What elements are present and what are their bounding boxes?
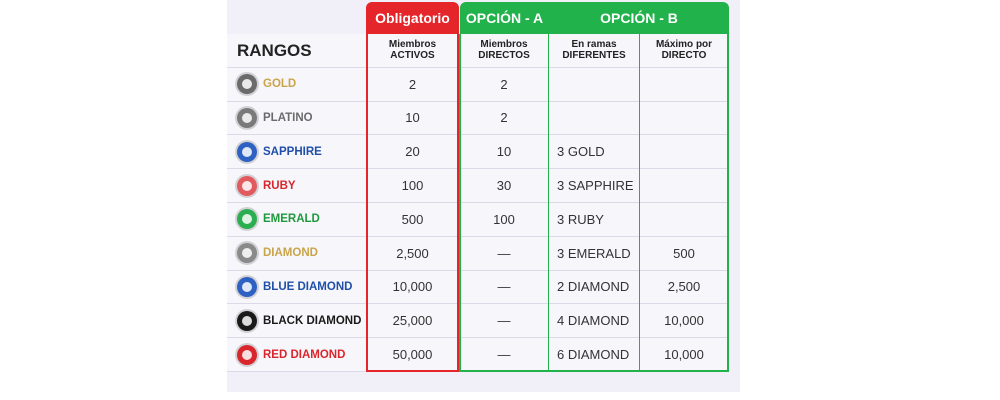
active-members-cell: 500 bbox=[401, 211, 424, 227]
direct-members-cell: — bbox=[497, 245, 511, 261]
required-header: Obligatorio bbox=[366, 2, 459, 34]
max-direct-cell bbox=[639, 203, 729, 236]
rank-cell bbox=[227, 169, 366, 202]
direct-members-cell: — bbox=[497, 347, 511, 363]
max-direct-cell: 2,500 bbox=[667, 279, 701, 295]
branches-cell: 6 DIAMOND bbox=[557, 347, 630, 363]
max-direct-cell: 10,000 bbox=[664, 313, 704, 329]
table-row bbox=[227, 102, 729, 136]
rank-cell bbox=[227, 338, 366, 371]
branches-cell: 3 SAPPHIRE bbox=[557, 178, 634, 194]
rank-column-header: RANGOS bbox=[237, 40, 312, 60]
table-row bbox=[227, 68, 729, 102]
rank-cell bbox=[227, 203, 366, 236]
rank-badge-icon bbox=[237, 74, 257, 94]
rank-cell bbox=[227, 271, 366, 304]
active-members-cell: 2 bbox=[408, 76, 417, 92]
direct-members-cell: — bbox=[497, 313, 511, 329]
table-header-row bbox=[227, 34, 729, 68]
rank-cell bbox=[227, 68, 366, 101]
max-direct-cell bbox=[639, 68, 729, 101]
active-members-cell: 50,000 bbox=[392, 347, 433, 363]
rank-badge-icon bbox=[237, 209, 257, 229]
branches-header: En ramas DIFERENTES bbox=[562, 39, 626, 62]
active-members-cell: 25,000 bbox=[392, 313, 433, 329]
branches-cell: 4 DIAMOND bbox=[557, 313, 630, 329]
option-b-header: OPCIÓN - B bbox=[549, 2, 729, 34]
rank-badge-icon bbox=[237, 108, 257, 128]
rank-name: SAPPHIRE bbox=[263, 145, 322, 158]
active-members-header: Miembros ACTIVOS bbox=[388, 39, 437, 62]
rank-name: EMERALD bbox=[263, 213, 320, 226]
option-a-header: OPCIÓN - A bbox=[460, 2, 549, 34]
active-members-cell: 100 bbox=[401, 178, 424, 194]
max-direct-cell bbox=[639, 169, 729, 202]
branches-cell: 3 EMERALD bbox=[557, 245, 631, 261]
rank-name: PLATINO bbox=[263, 111, 313, 124]
max-direct-cell: 500 bbox=[673, 245, 695, 261]
direct-members-cell: — bbox=[497, 279, 511, 295]
rank-name: GOLD bbox=[263, 78, 297, 91]
divider bbox=[548, 34, 549, 372]
divider bbox=[639, 34, 640, 372]
rank-cell bbox=[227, 304, 366, 337]
active-members-cell: 10 bbox=[405, 110, 420, 126]
branches-cell: 2 DIAMOND bbox=[557, 279, 630, 295]
max-direct-cell: 10,000 bbox=[664, 347, 704, 363]
active-members-cell: 20 bbox=[405, 144, 420, 160]
branches-cell: 3 GOLD bbox=[557, 144, 605, 160]
table-row bbox=[227, 271, 729, 305]
rank-name: RUBY bbox=[263, 179, 296, 192]
table-row bbox=[227, 135, 729, 169]
branches-cell bbox=[549, 68, 639, 101]
max-direct-cell bbox=[639, 135, 729, 168]
rank-badge-icon bbox=[237, 345, 257, 365]
ranks-table bbox=[227, 34, 729, 372]
rank-badge-icon bbox=[237, 311, 257, 331]
max-direct-cell bbox=[639, 102, 729, 135]
max-direct-header: Máximo por DIRECTO bbox=[655, 39, 713, 62]
direct-members-cell: 30 bbox=[496, 178, 512, 194]
rank-cell bbox=[227, 237, 366, 270]
branches-cell bbox=[549, 102, 639, 135]
active-members-cell: 10,000 bbox=[392, 279, 433, 295]
rank-name: BLACK DIAMOND bbox=[263, 314, 362, 327]
table-row bbox=[227, 203, 729, 237]
branches-cell: 3 RUBY bbox=[557, 211, 604, 227]
rank-badge-icon bbox=[237, 243, 257, 263]
table-row bbox=[227, 338, 729, 372]
rank-cell bbox=[227, 135, 366, 168]
direct-members-cell: 2 bbox=[500, 76, 508, 92]
table-row bbox=[227, 169, 729, 203]
rank-badge-icon bbox=[237, 176, 257, 196]
rank-name: BLUE DIAMOND bbox=[263, 280, 353, 293]
direct-members-header: Miembros DIRECTOS bbox=[478, 39, 530, 62]
rank-badge-icon bbox=[237, 142, 257, 162]
rank-name: DIAMOND bbox=[263, 247, 318, 260]
rank-badge-icon bbox=[237, 277, 257, 297]
direct-members-cell: 10 bbox=[496, 144, 512, 160]
direct-members-cell: 2 bbox=[500, 110, 508, 126]
direct-members-cell: 100 bbox=[493, 211, 515, 227]
active-members-cell: 2,500 bbox=[396, 245, 429, 261]
table-row bbox=[227, 304, 729, 338]
rank-name: RED DIAMOND bbox=[263, 348, 346, 361]
table-row bbox=[227, 237, 729, 271]
rank-cell bbox=[227, 102, 366, 135]
